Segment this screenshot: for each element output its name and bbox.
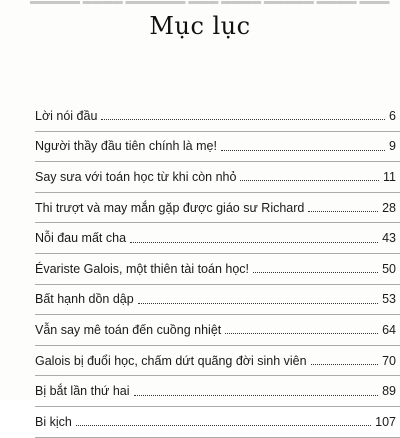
toc-entry-page: 64 — [382, 322, 396, 337]
toc-entry-page: 9 — [389, 139, 396, 154]
toc-entry-page: 6 — [389, 108, 396, 123]
page-title: Mục lục — [149, 12, 251, 40]
toc-entry-title: Nỗi đau mất cha — [35, 231, 127, 246]
toc-entry-title: Vẫn say mê toán đến cuồng nhiệt — [35, 322, 222, 337]
toc-entry-title: Thi trượt và may mắn gặp được giáo sư Richard — [35, 200, 305, 215]
dot-leader — [308, 211, 378, 212]
toc-entry-title: Bi kịch — [35, 414, 72, 429]
toc-entry-title: Say sưa với toán học từ khi còn nhỏ — [35, 169, 237, 184]
dot-leader — [240, 180, 379, 181]
toc-entry-title: Bị bắt lần thứ hai — [35, 384, 130, 399]
toc-entry-page: 11 — [383, 169, 396, 184]
bleed-through-text: ▬▬▬▬▬ ▬▬▬▬ ▬▬▬▬▬▬ ▬▬▬ ▬▬▬▬ ▬▬▬▬▬ ▬▬▬▬ ▬▬▬ — [30, 0, 390, 7]
toc-entry-page: 89 — [382, 384, 396, 399]
dot-leader — [221, 150, 385, 151]
toc-entry — [35, 101, 400, 132]
toc-entry — [35, 376, 400, 407]
toc-entry — [35, 223, 400, 254]
toc-entry-page: 50 — [382, 261, 396, 276]
toc-entry — [35, 132, 400, 163]
toc-entry — [35, 285, 400, 316]
toc-entry-page: 28 — [382, 200, 396, 215]
toc-entry — [35, 346, 400, 377]
toc-entry — [35, 407, 400, 438]
toc-entry-title: Évariste Galois, một thiên tài toán học! — [35, 261, 249, 276]
toc-entry — [35, 254, 400, 285]
toc-entry — [35, 162, 400, 193]
toc-entry-page: 107 — [375, 414, 396, 429]
toc-entry — [35, 193, 400, 224]
toc-entry-title: Bất hạnh dồn dập — [35, 292, 134, 307]
dot-leader — [101, 119, 385, 120]
toc-list — [35, 101, 400, 438]
toc-entry-page: 70 — [382, 353, 396, 368]
toc-entry-title: Lời nói đầu — [35, 108, 98, 123]
dot-leader — [130, 242, 378, 243]
dot-leader — [253, 272, 378, 273]
toc-entry-page: 53 — [382, 292, 396, 307]
toc-entry-title: Galois bị đuổi học, chấm dứt quãng đời sinh viên — [35, 353, 307, 368]
toc-entry — [35, 315, 400, 346]
toc-entry-page: 43 — [382, 231, 396, 246]
dot-leader — [134, 395, 379, 396]
dot-leader — [138, 303, 378, 304]
toc-entry-title: Người thầy đầu tiên chính là mẹ! — [35, 139, 217, 154]
dot-leader — [76, 425, 371, 426]
dot-leader — [311, 364, 379, 365]
dot-leader — [225, 333, 378, 334]
